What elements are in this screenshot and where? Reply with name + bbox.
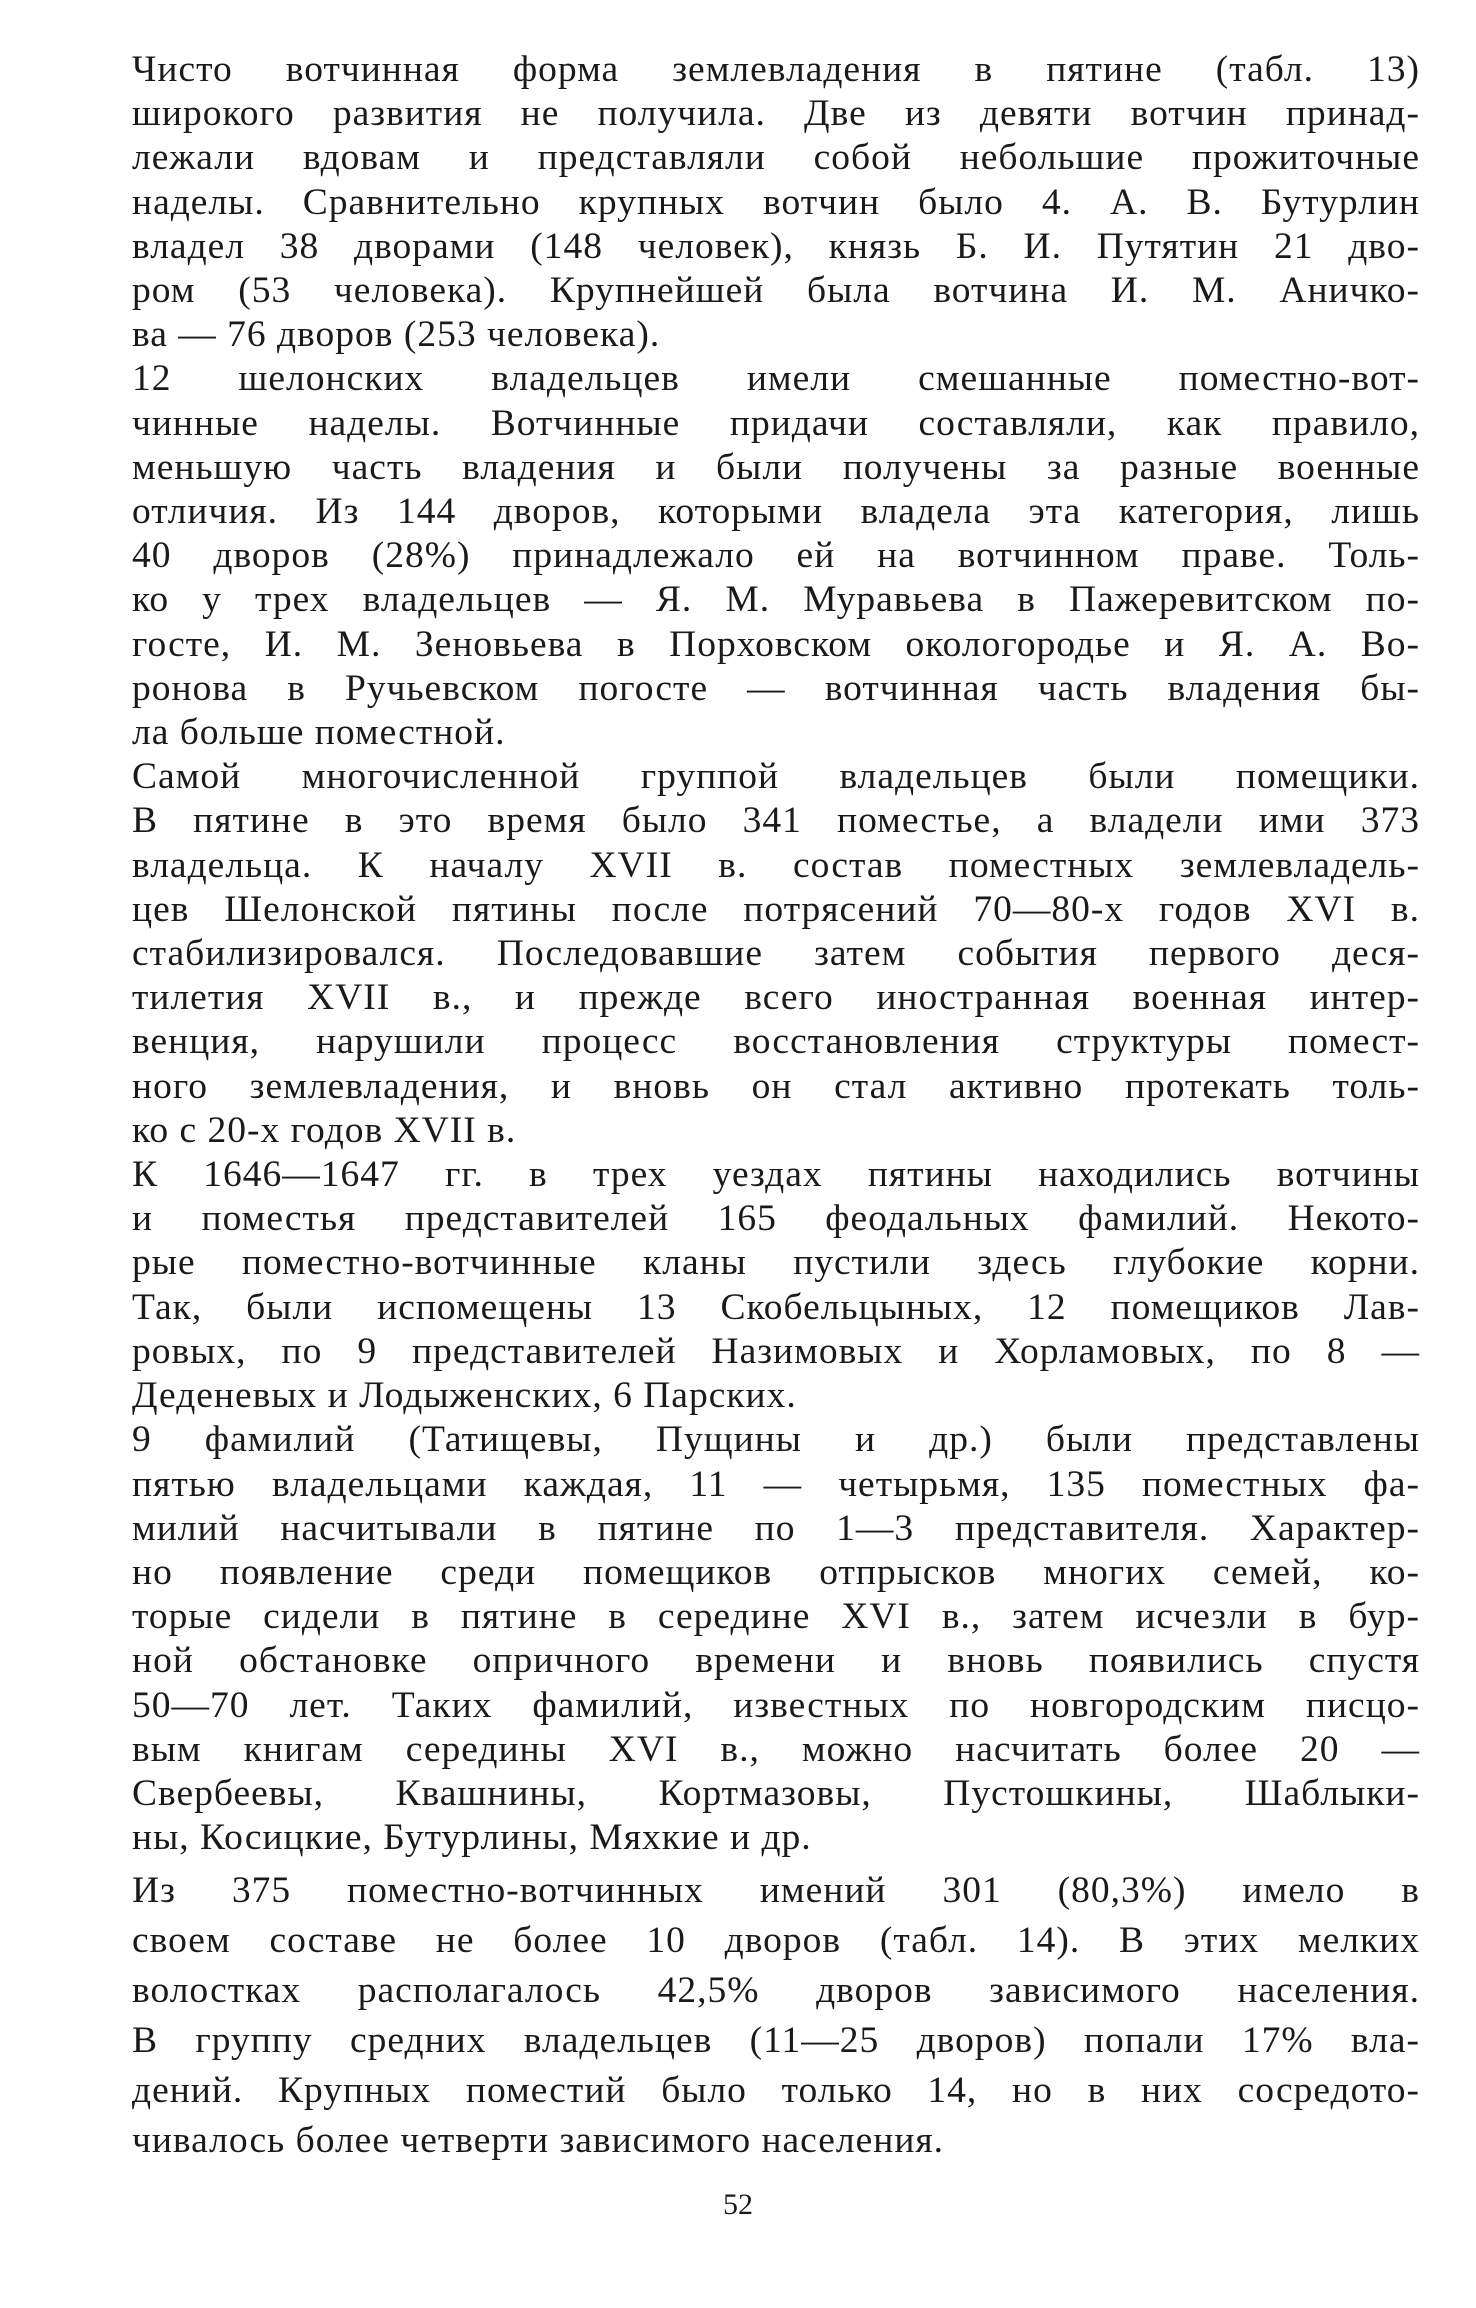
- text-line: цев Шелонской пятины после потрясений 70—80-х годов XVI в.: [132, 888, 1420, 930]
- text-line: ровых, по 9 представителей Назимовых и Хорламовых, по 8 —: [132, 1330, 1420, 1372]
- text-line: тилетия XVII в., и прежде всего иностранная военная интер-: [132, 977, 1420, 1019]
- text-line: 40 дворов (28%) принадлежало ей на вотчинном праве. Толь-: [132, 535, 1420, 577]
- text-line: венция, нарушили процесс восстановления структуры помест-: [132, 1021, 1420, 1063]
- text-line: и поместья представителей 165 феодальных фамилий. Некото-: [132, 1198, 1420, 1240]
- paragraph: [66, 1418, 1420, 1860]
- text-line: ного землевладения, и вновь он стал активно протекать толь-: [132, 1065, 1420, 1107]
- text-line: но появление среди помещиков отпрысков многих семей, ко-: [132, 1551, 1420, 1593]
- text-line: чинные наделы. Вотчинные придачи составляли, как правило,: [132, 402, 1420, 444]
- text-line: 12 шелонских владельцев имели смешанные поместно-вот-: [132, 358, 1420, 400]
- text-line: ва — 76 дворов (253 человека).: [132, 314, 661, 356]
- text-line: милий насчитывали в пятине по 1—3 представителя. Характер-: [132, 1507, 1420, 1549]
- text-line: ны, Косицкие, Бутурлины, Мяхкие и др.: [132, 1817, 812, 1859]
- text-line: торые сидели в пятине в середине XVI в., затем исчезли в бур-: [132, 1596, 1420, 1638]
- text-line: рые поместно-вотчинные кланы пустили здесь глубокие корни.: [132, 1242, 1420, 1284]
- text-line: К 1646—1647 гг. в трех уездах пятины находились вотчины: [132, 1154, 1420, 1196]
- paragraph: [66, 755, 1420, 1153]
- text-line: меньшую часть владения и были получены за разные военные: [132, 446, 1420, 488]
- text-line: Свербеевы, Квашнины, Кортмазовы, Пустошкины, Шаблыки-: [132, 1772, 1420, 1814]
- text-line: лежали вдовам и представляли собой небольшие прожиточные: [132, 137, 1420, 179]
- text-line: В пятине в это время было 341 поместье, а владели ими 373: [132, 800, 1420, 842]
- text-line: ной обстановке опричного времени и вновь появились спустя: [132, 1640, 1420, 1682]
- text-line: госте, И. М. Зеновьева в Порховском окологородье и Я. А. Во-: [132, 623, 1420, 665]
- text-line: 50—70 лет. Таких фамилий, известных по новгородским писцо-: [132, 1684, 1420, 1726]
- text-line: Чисто вотчинная форма землевладения в пятине (табл. 13): [132, 49, 1420, 90]
- text-line: вым книгам середины XVI в., можно насчитать более 20 —: [132, 1728, 1420, 1770]
- text-line: своем составе не более 10 дворов (табл. 14). В этих мелких: [132, 1920, 1420, 1962]
- text-line: пятью владельцами каждая, 11 — четырьмя, 135 поместных фа-: [132, 1463, 1420, 1505]
- paragraph: [66, 48, 1420, 357]
- text-line: чивалось более четверти зависимого населения.: [132, 2120, 945, 2162]
- text-line: В группу средних владельцев (11—25 дворов) попали 17% вла-: [132, 2020, 1420, 2062]
- text-line: Деденевых и Лодыженских, 6 Парских.: [132, 1375, 797, 1417]
- text-line: стабилизировался. Последовавшие затем события первого деся-: [132, 933, 1420, 975]
- text-line: ко у трех владельцев — Я. М. Муравьева в Пажеревитском по-: [132, 579, 1420, 621]
- text-line: ром (53 человека). Крупнейшей была вотчина И. М. Аничко-: [132, 270, 1420, 312]
- text-line: широкого развития не получила. Две из девяти вотчин принад-: [132, 93, 1420, 135]
- text-line: отличия. Из 144 дворов, которыми владела эта категория, лишь: [132, 491, 1420, 533]
- page-number: 52: [723, 2188, 753, 2221]
- text-line: ла больше поместной.: [132, 712, 506, 754]
- text-line: наделы. Сравнительно крупных вотчин было 4. А. В. Бутурлин: [132, 181, 1420, 223]
- text-line: ронова в Ручьевском погосте — вотчинная часть владения бы-: [132, 667, 1420, 709]
- paragraph: [66, 1153, 1420, 1418]
- paragraph: [66, 1866, 1420, 2166]
- text-line: владельца. К началу XVII в. состав поместных землевладель-: [132, 844, 1420, 886]
- text-line: Так, были испомещены 13 Скобельцыных, 12 помещиков Лав-: [132, 1286, 1420, 1328]
- text-line: дений. Крупных поместий было только 14, но в них сосредото-: [132, 2070, 1420, 2112]
- text-line: владел 38 дворами (148 человек), князь Б. И. Путятин 21 дво-: [132, 225, 1420, 267]
- text-line: ко с 20-х годов XVII в.: [132, 1109, 517, 1151]
- paragraph: [66, 357, 1420, 755]
- page-body: [66, 48, 1420, 2166]
- text-line: волостках располагалось 42,5% дворов зависимого населения.: [132, 1970, 1420, 2012]
- text-line: Самой многочисленной группой владельцев были помещики.: [132, 756, 1420, 798]
- text-line: 9 фамилий (Татищевы, Пущины и др.) были представлены: [132, 1419, 1420, 1461]
- text-line: Из 375 поместно-вотчинных имений 301 (80,3%) имело в: [132, 1870, 1420, 1912]
